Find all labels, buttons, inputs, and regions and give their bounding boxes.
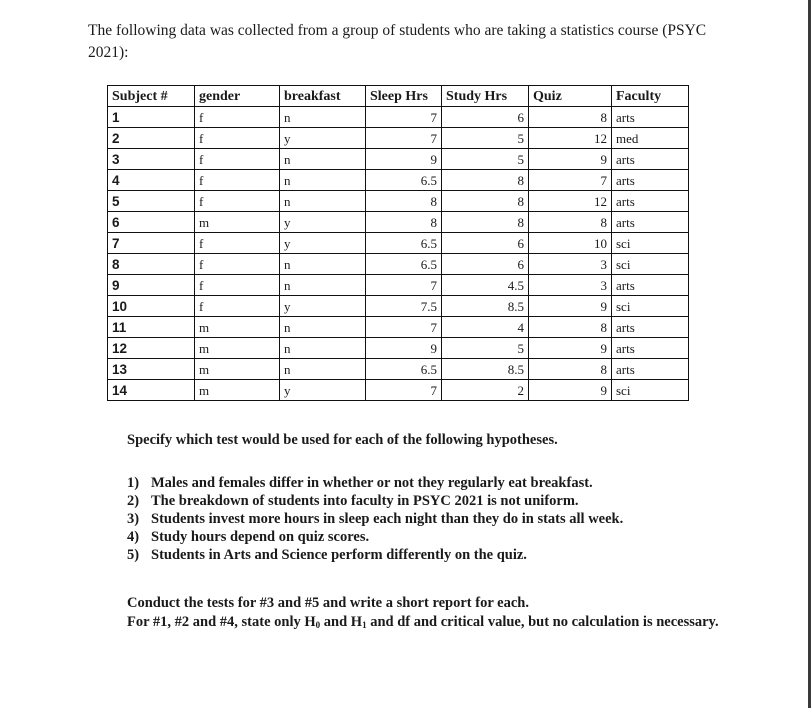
cell-quiz: 9 bbox=[529, 149, 612, 170]
cell-sleep-hrs: 6.5 bbox=[366, 170, 442, 191]
cell-sleep-hrs: 9 bbox=[366, 338, 442, 359]
cell-sleep-hrs: 9 bbox=[366, 149, 442, 170]
cell-study-hrs: 4.5 bbox=[442, 275, 529, 296]
cell-faculty: arts bbox=[612, 107, 689, 128]
header-breakfast: breakfast bbox=[280, 86, 366, 107]
hypothesis-item bbox=[127, 528, 747, 546]
table-row bbox=[108, 359, 689, 380]
cell-sleep-hrs: 8 bbox=[366, 191, 442, 212]
hypothesis-text: Students invest more hours in sleep each night than they do in stats all week. bbox=[151, 511, 624, 527]
cell-sleep-hrs: 7 bbox=[366, 275, 442, 296]
table-row bbox=[108, 380, 689, 401]
cell-study-hrs: 8 bbox=[442, 191, 529, 212]
hypothesis-item bbox=[127, 546, 747, 564]
header-gender: gender bbox=[195, 86, 280, 107]
intro-text: The following data was collected from a group of students who are taking a statistics course (PSYC 2021): bbox=[88, 22, 707, 61]
table-row bbox=[108, 128, 689, 149]
cell-faculty: arts bbox=[612, 317, 689, 338]
cell-subject: 14 bbox=[108, 380, 195, 401]
hypothesis-number: 4) bbox=[127, 529, 140, 545]
cell-gender: m bbox=[195, 212, 280, 233]
cell-faculty: arts bbox=[612, 275, 689, 296]
cell-subject: 4 bbox=[108, 170, 195, 191]
instr-text-a: For #1, #2 and #4, state only H bbox=[127, 614, 316, 630]
cell-subject: 10 bbox=[108, 296, 195, 317]
cell-faculty: arts bbox=[612, 338, 689, 359]
table-body bbox=[108, 107, 689, 401]
cell-study-hrs: 5 bbox=[442, 338, 529, 359]
cell-subject: 13 bbox=[108, 359, 195, 380]
table-row bbox=[108, 233, 689, 254]
table-row bbox=[108, 149, 689, 170]
hypothesis-text: Students in Arts and Science perform differently on the quiz. bbox=[151, 547, 527, 563]
cell-sleep-hrs: 7 bbox=[366, 128, 442, 149]
table-row bbox=[108, 338, 689, 359]
cell-quiz: 12 bbox=[529, 191, 612, 212]
instructions-line-1: Conduct the tests for #3 and #5 and write a short report for each. bbox=[127, 595, 529, 611]
cell-subject: 11 bbox=[108, 317, 195, 338]
cell-study-hrs: 6 bbox=[442, 254, 529, 275]
cell-study-hrs: 6 bbox=[442, 107, 529, 128]
cell-quiz: 10 bbox=[529, 233, 612, 254]
cell-subject: 9 bbox=[108, 275, 195, 296]
instructions-line-2 bbox=[127, 613, 747, 635]
cell-faculty: sci bbox=[612, 380, 689, 401]
cell-quiz: 8 bbox=[529, 317, 612, 338]
cell-quiz: 12 bbox=[529, 128, 612, 149]
hypothesis-number: 2) bbox=[127, 493, 140, 509]
cell-gender: f bbox=[195, 191, 280, 212]
cell-sleep-hrs: 7.5 bbox=[366, 296, 442, 317]
subscript-1: 1 bbox=[362, 620, 367, 630]
cell-subject: 7 bbox=[108, 233, 195, 254]
cell-faculty: arts bbox=[612, 149, 689, 170]
cell-breakfast: n bbox=[280, 254, 366, 275]
cell-breakfast: n bbox=[280, 170, 366, 191]
cell-sleep-hrs: 6.5 bbox=[366, 254, 442, 275]
cell-subject: 6 bbox=[108, 212, 195, 233]
table-row bbox=[108, 191, 689, 212]
cell-quiz: 7 bbox=[529, 170, 612, 191]
cell-gender: m bbox=[195, 359, 280, 380]
cell-gender: m bbox=[195, 380, 280, 401]
cell-quiz: 8 bbox=[529, 107, 612, 128]
cell-quiz: 8 bbox=[529, 359, 612, 380]
cell-breakfast: n bbox=[280, 359, 366, 380]
cell-faculty: arts bbox=[612, 359, 689, 380]
hypothesis-item bbox=[127, 510, 747, 528]
cell-faculty: arts bbox=[612, 212, 689, 233]
subscript-0: 0 bbox=[315, 620, 321, 630]
cell-quiz: 9 bbox=[529, 380, 612, 401]
cell-gender: f bbox=[195, 128, 280, 149]
instructions bbox=[127, 594, 747, 635]
cell-gender: f bbox=[195, 233, 280, 254]
cell-gender: m bbox=[195, 317, 280, 338]
hypothesis-text: Study hours depend on quiz scores. bbox=[151, 529, 370, 545]
cell-breakfast: n bbox=[280, 338, 366, 359]
cell-quiz: 9 bbox=[529, 296, 612, 317]
cell-breakfast: n bbox=[280, 107, 366, 128]
table-row bbox=[108, 296, 689, 317]
cell-gender: f bbox=[195, 170, 280, 191]
cell-study-hrs: 2 bbox=[442, 380, 529, 401]
cell-breakfast: n bbox=[280, 317, 366, 338]
table-row bbox=[108, 254, 689, 275]
table-row bbox=[108, 107, 689, 128]
hypothesis-number: 5) bbox=[127, 547, 140, 563]
data-table bbox=[107, 85, 689, 401]
cell-study-hrs: 5 bbox=[442, 128, 529, 149]
instr-text-b: and H bbox=[320, 614, 363, 630]
cell-quiz: 9 bbox=[529, 338, 612, 359]
cell-faculty: sci bbox=[612, 233, 689, 254]
cell-study-hrs: 8 bbox=[442, 170, 529, 191]
hypothesis-text: The breakdown of students into faculty in PSYC 2021 is not uniform. bbox=[151, 493, 579, 509]
hypothesis-number: 3) bbox=[127, 511, 140, 527]
cell-subject: 3 bbox=[108, 149, 195, 170]
hypothesis-number: 1) bbox=[127, 475, 140, 491]
table-row bbox=[108, 275, 689, 296]
cell-faculty: arts bbox=[612, 170, 689, 191]
instr-text-c: and df and critical value, but no calculation is necessary. bbox=[366, 614, 719, 630]
cell-study-hrs: 6 bbox=[442, 233, 529, 254]
hypotheses-list bbox=[127, 474, 747, 564]
header-quiz: Quiz bbox=[529, 86, 612, 107]
cell-subject: 8 bbox=[108, 254, 195, 275]
cell-gender: f bbox=[195, 149, 280, 170]
cell-breakfast: y bbox=[280, 212, 366, 233]
cell-quiz: 3 bbox=[529, 254, 612, 275]
cell-study-hrs: 8.5 bbox=[442, 296, 529, 317]
hypothesis-item bbox=[127, 474, 747, 492]
table-row bbox=[108, 317, 689, 338]
hypothesis-text: Males and females differ in whether or not they regularly eat breakfast. bbox=[151, 475, 593, 491]
header-study-hrs: Study Hrs bbox=[442, 86, 529, 107]
cell-breakfast: y bbox=[280, 233, 366, 254]
table-header-row bbox=[108, 86, 689, 107]
cell-sleep-hrs: 7 bbox=[366, 107, 442, 128]
cell-gender: f bbox=[195, 275, 280, 296]
cell-sleep-hrs: 6.5 bbox=[366, 233, 442, 254]
cell-faculty: arts bbox=[612, 191, 689, 212]
cell-subject: 2 bbox=[108, 128, 195, 149]
cell-faculty: sci bbox=[612, 296, 689, 317]
cell-sleep-hrs: 8 bbox=[366, 212, 442, 233]
cell-subject: 5 bbox=[108, 191, 195, 212]
cell-subject: 12 bbox=[108, 338, 195, 359]
cell-breakfast: y bbox=[280, 380, 366, 401]
header-faculty: Faculty bbox=[612, 86, 689, 107]
cell-breakfast: y bbox=[280, 128, 366, 149]
cell-gender: f bbox=[195, 296, 280, 317]
cell-gender: f bbox=[195, 107, 280, 128]
header-sleep-hrs: Sleep Hrs bbox=[366, 86, 442, 107]
cell-gender: f bbox=[195, 254, 280, 275]
cell-breakfast: n bbox=[280, 275, 366, 296]
cell-breakfast: y bbox=[280, 296, 366, 317]
cell-faculty: med bbox=[612, 128, 689, 149]
table-row bbox=[108, 170, 689, 191]
cell-study-hrs: 4 bbox=[442, 317, 529, 338]
cell-study-hrs: 8.5 bbox=[442, 359, 529, 380]
cell-faculty: sci bbox=[612, 254, 689, 275]
hypotheses-heading: Specify which test would be used for each of the following hypotheses. bbox=[127, 432, 558, 448]
header-subject: Subject # bbox=[108, 86, 195, 107]
cell-sleep-hrs: 7 bbox=[366, 317, 442, 338]
cell-sleep-hrs: 6.5 bbox=[366, 359, 442, 380]
cell-study-hrs: 5 bbox=[442, 149, 529, 170]
cell-study-hrs: 8 bbox=[442, 212, 529, 233]
table-row bbox=[108, 212, 689, 233]
cell-quiz: 8 bbox=[529, 212, 612, 233]
hypothesis-item bbox=[127, 492, 747, 510]
cell-quiz: 3 bbox=[529, 275, 612, 296]
cell-breakfast: n bbox=[280, 191, 366, 212]
cell-gender: m bbox=[195, 338, 280, 359]
cell-sleep-hrs: 7 bbox=[366, 380, 442, 401]
cell-breakfast: n bbox=[280, 149, 366, 170]
cell-subject: 1 bbox=[108, 107, 195, 128]
